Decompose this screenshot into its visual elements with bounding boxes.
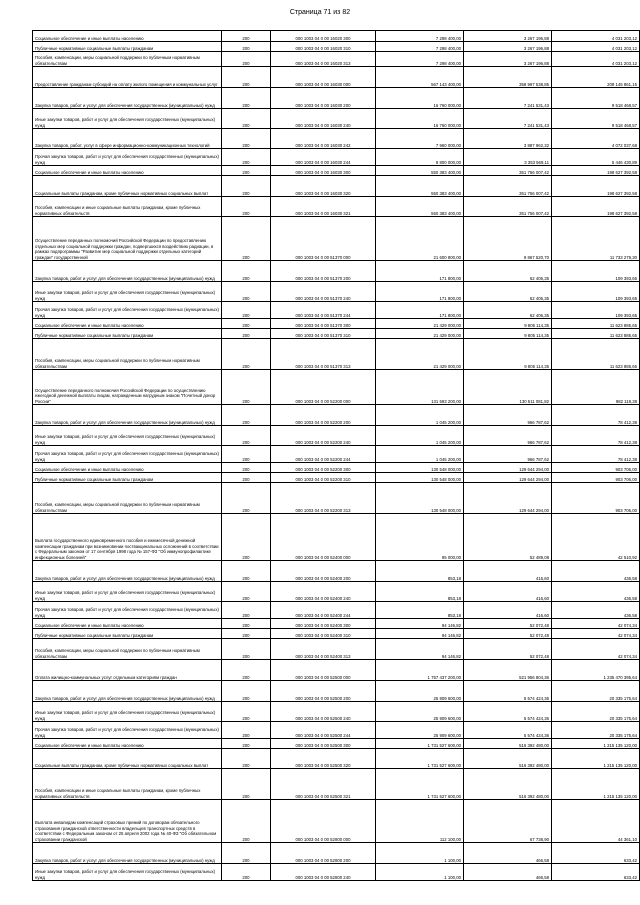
row-kbk-cell: 000 1003 04 0 00 52200 200 bbox=[271, 405, 376, 426]
row-remaining-cell: 9 518 468,57 bbox=[552, 109, 640, 129]
row-planned-cell: 21 429 000,00 bbox=[376, 319, 464, 329]
table-row bbox=[33, 217, 640, 261]
row-remaining-cell: 20 335 175,64 bbox=[552, 681, 640, 702]
row-code-cell: 200 bbox=[222, 339, 271, 370]
row-planned-cell: 94 146,82 bbox=[376, 639, 464, 660]
row-code-cell: 200 bbox=[222, 582, 271, 602]
row-executed-cell: 966 787,62 bbox=[464, 446, 552, 463]
row-executed-cell: 129 644 294,00 bbox=[464, 483, 552, 514]
row-code-cell: 200 bbox=[222, 67, 271, 88]
row-planned-cell: 1 757 437 200,00 bbox=[376, 660, 464, 681]
table-row bbox=[33, 197, 640, 217]
row-code-cell: 200 bbox=[222, 31, 271, 42]
row-executed-cell: 3 353 569,11 bbox=[464, 149, 552, 166]
row-kbk-cell: 000 1003 04 0 00 52400 000 bbox=[271, 514, 376, 561]
row-kbk-cell: 000 1003 04 0 00 16030 240 bbox=[271, 109, 376, 129]
row-name-cell: Социальное обеспечение и иные выплаты населению bbox=[33, 619, 222, 629]
row-code-cell: 200 bbox=[222, 149, 271, 166]
row-code-cell: 200 bbox=[222, 197, 271, 217]
row-remaining-cell: 1 215 135 120,00 bbox=[552, 749, 640, 769]
row-name-cell: Социальное обеспечение и иные выплаты населению bbox=[33, 166, 222, 176]
row-remaining-cell: 1 215 135 120,00 bbox=[552, 769, 640, 800]
row-executed-cell: 52 072,48 bbox=[464, 639, 552, 660]
row-remaining-cell: 78 412,38 bbox=[552, 405, 640, 426]
row-kbk-cell: 000 1003 04 0 00 52200 244 bbox=[271, 446, 376, 463]
row-kbk-cell: 000 1003 04 0 00 16030 320 bbox=[271, 176, 376, 197]
row-code-cell: 200 bbox=[222, 769, 271, 800]
row-planned-cell: 171 800,00 bbox=[376, 302, 464, 319]
row-executed-cell: 3 887 962,32 bbox=[464, 129, 552, 149]
row-planned-cell: 7 298 400,00 bbox=[376, 31, 464, 42]
row-kbk-cell: 000 1003 04 0 00 52400 300 bbox=[271, 619, 376, 629]
row-kbk-cell: 000 1003 04 0 00 52500 240 bbox=[271, 702, 376, 722]
row-code-cell: 200 bbox=[222, 619, 271, 629]
row-executed-cell: 3 267 196,88 bbox=[464, 52, 552, 67]
row-name-cell: Прочая закупка товаров, работ и услуг для обеспечения государственных (муниципальных) нужд bbox=[33, 302, 222, 319]
table-row bbox=[33, 473, 640, 483]
table-row bbox=[33, 749, 640, 769]
row-name-cell: Социальное обеспечение и иные выплаты населению bbox=[33, 739, 222, 749]
row-executed-cell: 516 392 480,00 bbox=[464, 769, 552, 800]
row-remaining-cell: 5 446 430,89 bbox=[552, 149, 640, 166]
row-remaining-cell: 1 235 470 395,64 bbox=[552, 660, 640, 681]
row-remaining-cell: 633,42 bbox=[552, 864, 640, 881]
row-name-cell: Публичные нормативные социальные выплаты гражданам bbox=[33, 329, 222, 339]
row-planned-cell: 16 760 000,00 bbox=[376, 88, 464, 109]
row-kbk-cell: 000 1003 04 0 00 52200 240 bbox=[271, 426, 376, 446]
row-remaining-cell: 11 623 885,65 bbox=[552, 329, 640, 339]
row-remaining-cell: 11 623 885,65 bbox=[552, 339, 640, 370]
row-remaining-cell: 198 627 392,58 bbox=[552, 176, 640, 197]
row-name-cell: Закупка товаров, работ, услуг в сфере информационно-коммуникационных технологий bbox=[33, 129, 222, 149]
row-kbk-cell: 000 1003 04 0 00 52400 240 bbox=[271, 582, 376, 602]
row-code-cell: 200 bbox=[222, 843, 271, 864]
row-remaining-cell: 4 031 203,12 bbox=[552, 31, 640, 42]
row-executed-cell: 966 787,62 bbox=[464, 426, 552, 446]
table-row bbox=[33, 722, 640, 739]
row-remaining-cell: 436,58 bbox=[552, 582, 640, 602]
row-name-cell: Закупка товаров, работ и услуг для обеспечения государственных (муниципальных) нужд bbox=[33, 843, 222, 864]
page-number: Страница 71 из 82 bbox=[289, 9, 351, 16]
row-executed-cell: 351 756 007,42 bbox=[464, 197, 552, 217]
row-executed-cell: 52 072,48 bbox=[464, 619, 552, 629]
row-name-cell: Иные закупки товаров, работ и услуг для обеспечения государственных (муниципальных) нужд bbox=[33, 864, 222, 881]
row-name-cell: Закупка товаров, работ и услуг для обеспечения государственных (муниципальных) нужд bbox=[33, 561, 222, 582]
row-executed-cell: 5 574 424,36 bbox=[464, 722, 552, 739]
row-planned-cell: 853,18 bbox=[376, 561, 464, 582]
row-kbk-cell: 000 1003 04 0 00 52500 320 bbox=[271, 749, 376, 769]
row-name-cell: Социальные выплаты гражданам, кроме публичных нормативных социальных выплат bbox=[33, 749, 222, 769]
row-code-cell: 200 bbox=[222, 561, 271, 582]
row-code-cell: 200 bbox=[222, 319, 271, 329]
row-executed-cell: 9 805 114,35 bbox=[464, 329, 552, 339]
table-row bbox=[33, 702, 640, 722]
row-executed-cell: 516 392 480,00 bbox=[464, 749, 552, 769]
row-name-cell: Публичные нормативные социальные выплаты гражданам bbox=[33, 629, 222, 639]
row-remaining-cell: 4 031 203,12 bbox=[552, 42, 640, 52]
row-kbk-cell: 000 1003 04 0 00 52400 310 bbox=[271, 629, 376, 639]
row-planned-cell: 130 548 000,00 bbox=[376, 473, 464, 483]
row-planned-cell: 1 100,00 bbox=[376, 864, 464, 881]
row-planned-cell: 1 100,00 bbox=[376, 843, 464, 864]
row-planned-cell: 171 800,00 bbox=[376, 261, 464, 282]
row-name-cell: Пособия, компенсации, меры социальной поддержки по публичным нормативным обязательствам bbox=[33, 483, 222, 514]
row-name-cell: Иные закупки товаров, работ и услуг для обеспечения государственных (муниципальных) нужд bbox=[33, 282, 222, 302]
table-row bbox=[33, 483, 640, 514]
row-executed-cell: 516 392 480,00 bbox=[464, 739, 552, 749]
row-remaining-cell: 436,58 bbox=[552, 602, 640, 619]
row-executed-cell: 9 867 520,70 bbox=[464, 217, 552, 261]
row-executed-cell: 351 756 007,42 bbox=[464, 166, 552, 176]
row-executed-cell: 62 406,35 bbox=[464, 302, 552, 319]
row-kbk-cell: 000 1003 04 0 00 52500 300 bbox=[271, 739, 376, 749]
row-planned-cell: 1 731 527 600,00 bbox=[376, 769, 464, 800]
row-name-cell: Пособия, компенсации, меры социальной поддержки по публичным нормативным обязательствам bbox=[33, 339, 222, 370]
table-row bbox=[33, 619, 640, 629]
row-executed-cell: 52 489,08 bbox=[464, 514, 552, 561]
row-kbk-cell: 000 1003 04 0 00 16030 300 bbox=[271, 166, 376, 176]
row-remaining-cell: 42 074,34 bbox=[552, 619, 640, 629]
row-kbk-cell: 000 1003 04 0 00 52500 244 bbox=[271, 722, 376, 739]
table-row bbox=[33, 426, 640, 446]
table-row bbox=[33, 769, 640, 800]
row-kbk-cell: 000 1003 04 0 00 16030 000 bbox=[271, 67, 376, 88]
row-code-cell: 200 bbox=[222, 176, 271, 197]
row-planned-cell: 171 800,00 bbox=[376, 282, 464, 302]
row-executed-cell: 416,60 bbox=[464, 582, 552, 602]
row-code-cell: 200 bbox=[222, 129, 271, 149]
row-code-cell: 200 bbox=[222, 261, 271, 282]
row-code-cell: 200 bbox=[222, 405, 271, 426]
row-code-cell: 200 bbox=[222, 217, 271, 261]
row-code-cell: 200 bbox=[222, 483, 271, 514]
row-name-cell: Выплата инвалидам компенсаций страховых премий по договорам обязательного страхования гражданской ответственности владельцев транспортных средств в соответствии с Федеральным законом от 25 апреля 2002 года № 40-ФЗ "Об обязательном страховании гражданской bbox=[33, 800, 222, 843]
row-code-cell: 200 bbox=[222, 749, 271, 769]
row-code-cell: 200 bbox=[222, 800, 271, 843]
row-remaining-cell: 1 215 135 120,00 bbox=[552, 739, 640, 749]
row-executed-cell: 129 644 294,00 bbox=[464, 473, 552, 483]
row-kbk-cell: 000 1003 04 0 00 16020 313 bbox=[271, 52, 376, 67]
row-planned-cell: 131 593 200,00 bbox=[376, 370, 464, 405]
row-executed-cell: 62 406,35 bbox=[464, 261, 552, 282]
row-kbk-cell: 000 1003 04 0 00 16030 200 bbox=[271, 88, 376, 109]
row-code-cell: 200 bbox=[222, 88, 271, 109]
row-remaining-cell: 982 118,38 bbox=[552, 370, 640, 405]
row-name-cell: Социальные выплаты гражданам, кроме публичных нормативных социальных выплат bbox=[33, 176, 222, 197]
row-kbk-cell: 000 1003 04 0 00 51370 200 bbox=[271, 261, 376, 282]
table-row bbox=[33, 302, 640, 319]
table-row bbox=[33, 149, 640, 166]
row-planned-cell: 112 100,00 bbox=[376, 800, 464, 843]
row-executed-cell: 358 997 538,85 bbox=[464, 67, 552, 88]
row-name-cell: Закупка товаров, работ и услуг для обеспечения государственных (муниципальных) нужд bbox=[33, 261, 222, 282]
row-kbk-cell: 000 1003 04 0 00 52200 000 bbox=[271, 370, 376, 405]
table-row bbox=[33, 660, 640, 681]
row-name-cell: Закупка товаров, работ и услуг для обеспечения государственных (муниципальных) нужд bbox=[33, 681, 222, 702]
row-name-cell: Осуществление переданных полномочий Российской Федерации по предоставлению отдельных мер социальной поддержки граждан, подвергшихся воздействию радиации, в рамках подпрограммы "Развитие мер социальной поддержки отдельных категорий граждан" государственной bbox=[33, 217, 222, 261]
row-remaining-cell: 11 733 279,30 bbox=[552, 217, 640, 261]
row-remaining-cell: 4 072 037,68 bbox=[552, 129, 640, 149]
row-code-cell: 200 bbox=[222, 42, 271, 52]
row-name-cell: Прочая закупка товаров, работ и услуг для обеспечения государственных (муниципальных) нужд bbox=[33, 149, 222, 166]
row-remaining-cell: 20 335 175,64 bbox=[552, 702, 640, 722]
row-planned-cell: 853,18 bbox=[376, 602, 464, 619]
table-row bbox=[33, 166, 640, 176]
row-kbk-cell: 000 1003 04 0 00 51370 240 bbox=[271, 282, 376, 302]
table-row bbox=[33, 319, 640, 329]
row-code-cell: 200 bbox=[222, 639, 271, 660]
row-name-cell: Пособия, компенсации и иные социальные выплаты гражданам, кроме публичных нормативных обязательств bbox=[33, 769, 222, 800]
row-planned-cell: 7 298 400,00 bbox=[376, 52, 464, 67]
row-remaining-cell: 198 627 392,58 bbox=[552, 166, 640, 176]
row-code-cell: 200 bbox=[222, 282, 271, 302]
table-row bbox=[33, 370, 640, 405]
row-code-cell: 200 bbox=[222, 426, 271, 446]
row-planned-cell: 567 143 400,00 bbox=[376, 67, 464, 88]
row-remaining-cell: 20 335 175,64 bbox=[552, 722, 640, 739]
row-kbk-cell: 000 1003 04 0 00 52500 321 bbox=[271, 769, 376, 800]
row-name-cell: Предоставление гражданам субсидий на оплату жилого помещения и коммунальных услуг bbox=[33, 67, 222, 88]
row-executed-cell: 3 267 196,88 bbox=[464, 42, 552, 52]
table-body bbox=[33, 31, 640, 881]
row-remaining-cell: 44 361,10 bbox=[552, 800, 640, 843]
row-executed-cell: 62 406,35 bbox=[464, 282, 552, 302]
row-planned-cell: 7 960 000,00 bbox=[376, 129, 464, 149]
row-planned-cell: 94 146,82 bbox=[376, 619, 464, 629]
row-code-cell: 200 bbox=[222, 302, 271, 319]
row-code-cell: 200 bbox=[222, 370, 271, 405]
row-code-cell: 200 bbox=[222, 473, 271, 483]
row-remaining-cell: 78 412,38 bbox=[552, 426, 640, 446]
row-name-cell: Иные закупки товаров, работ и услуг для обеспечения государственных (муниципальных) нужд bbox=[33, 426, 222, 446]
row-kbk-cell: 000 1003 04 0 00 52800 200 bbox=[271, 843, 376, 864]
row-kbk-cell: 000 1003 04 0 00 52800 240 bbox=[271, 864, 376, 881]
row-kbk-cell: 000 1003 04 0 00 51370 244 bbox=[271, 302, 376, 319]
table-row bbox=[33, 639, 640, 660]
row-remaining-cell: 11 623 885,65 bbox=[552, 319, 640, 329]
table-row bbox=[33, 129, 640, 149]
row-executed-cell: 466,58 bbox=[464, 864, 552, 881]
table-row bbox=[33, 67, 640, 88]
table-row bbox=[33, 31, 640, 42]
row-kbk-cell: 000 1003 04 0 00 52400 200 bbox=[271, 561, 376, 582]
table-row bbox=[33, 739, 640, 749]
row-executed-cell: 129 644 294,00 bbox=[464, 463, 552, 473]
row-code-cell: 200 bbox=[222, 52, 271, 67]
row-executed-cell: 9 805 114,35 bbox=[464, 339, 552, 370]
row-executed-cell: 130 511 081,82 bbox=[464, 370, 552, 405]
row-name-cell: Иные закупки товаров, работ и услуг для обеспечения государственных (муниципальных) нужд bbox=[33, 109, 222, 129]
budget-execution-table bbox=[32, 30, 640, 881]
row-executed-cell: 351 756 007,42 bbox=[464, 176, 552, 197]
row-name-cell: Социальное обеспечение и иные выплаты населению bbox=[33, 31, 222, 42]
row-name-cell: Социальное обеспечение и иные выплаты населению bbox=[33, 319, 222, 329]
row-name-cell: Осуществление переданного полномочия Российской Федерации по осуществлению ежегодной денежной выплаты лицам, награжденным нагрудным знаком "Почетный донор России" bbox=[33, 370, 222, 405]
table-row bbox=[33, 261, 640, 282]
row-planned-cell: 16 760 000,00 bbox=[376, 109, 464, 129]
row-kbk-cell: 000 1003 04 0 00 16030 244 bbox=[271, 149, 376, 166]
row-remaining-cell: 903 706,00 bbox=[552, 483, 640, 514]
row-kbk-cell: 000 1003 04 0 00 51370 310 bbox=[271, 329, 376, 339]
row-executed-cell: 9 805 114,35 bbox=[464, 319, 552, 329]
row-planned-cell: 25 909 600,00 bbox=[376, 702, 464, 722]
row-code-cell: 200 bbox=[222, 446, 271, 463]
row-planned-cell: 1 731 527 600,00 bbox=[376, 739, 464, 749]
row-kbk-cell: 000 1003 04 0 00 51370 300 bbox=[271, 319, 376, 329]
row-executed-cell: 966 787,62 bbox=[464, 405, 552, 426]
row-remaining-cell: 436,58 bbox=[552, 561, 640, 582]
row-planned-cell: 25 909 600,00 bbox=[376, 681, 464, 702]
row-executed-cell: 5 574 424,36 bbox=[464, 702, 552, 722]
row-kbk-cell: 000 1003 04 0 00 52400 244 bbox=[271, 602, 376, 619]
row-executed-cell: 416,60 bbox=[464, 561, 552, 582]
row-remaining-cell: 4 031 203,12 bbox=[552, 52, 640, 67]
table-row bbox=[33, 42, 640, 52]
table-row bbox=[33, 681, 640, 702]
row-kbk-cell: 000 1003 04 0 00 16020 310 bbox=[271, 42, 376, 52]
row-name-cell: Социальное обеспечение и иные выплаты населению bbox=[33, 463, 222, 473]
row-name-cell: Выплата государственного единовременного пособия и ежемесячной денежной компенсации гражданам при возникновении поствакцинальных осложнений в соответствии с Федеральным законом от 17 сентября 1998 года № 157-ФЗ "Об иммунопрофилактике инфекционных болезней" bbox=[33, 514, 222, 561]
row-code-cell: 200 bbox=[222, 864, 271, 881]
row-planned-cell: 21 429 000,00 bbox=[376, 329, 464, 339]
row-kbk-cell: 000 1003 04 0 00 52200 310 bbox=[271, 473, 376, 483]
row-kbk-cell: 000 1003 04 0 00 52400 313 bbox=[271, 639, 376, 660]
row-executed-cell: 5 574 424,36 bbox=[464, 681, 552, 702]
row-kbk-cell: 000 1003 04 0 00 16030 242 bbox=[271, 129, 376, 149]
table-row bbox=[33, 843, 640, 864]
row-planned-cell: 550 383 400,00 bbox=[376, 176, 464, 197]
row-kbk-cell: 000 1003 04 0 00 52500 000 bbox=[271, 660, 376, 681]
row-planned-cell: 550 383 400,00 bbox=[376, 197, 464, 217]
row-remaining-cell: 633,42 bbox=[552, 843, 640, 864]
table-row bbox=[33, 88, 640, 109]
row-planned-cell: 8 800 000,00 bbox=[376, 149, 464, 166]
row-remaining-cell: 198 627 392,58 bbox=[552, 197, 640, 217]
row-name-cell: Публичные нормативные социальные выплаты гражданам bbox=[33, 473, 222, 483]
row-kbk-cell: 000 1003 04 0 00 16030 321 bbox=[271, 197, 376, 217]
row-remaining-cell: 78 412,38 bbox=[552, 446, 640, 463]
table-row bbox=[33, 800, 640, 843]
row-planned-cell: 1 731 527 600,00 bbox=[376, 749, 464, 769]
row-planned-cell: 25 909 600,00 bbox=[376, 722, 464, 739]
row-code-cell: 200 bbox=[222, 329, 271, 339]
row-code-cell: 200 bbox=[222, 463, 271, 473]
row-name-cell: Оплата жилищно-коммунальных услуг отдельным категориям граждан bbox=[33, 660, 222, 681]
row-planned-cell: 1 045 200,00 bbox=[376, 426, 464, 446]
row-remaining-cell: 903 706,00 bbox=[552, 463, 640, 473]
row-executed-cell: 7 241 531,43 bbox=[464, 109, 552, 129]
row-planned-cell: 1 045 200,00 bbox=[376, 405, 464, 426]
table-row bbox=[33, 463, 640, 473]
row-code-cell: 200 bbox=[222, 722, 271, 739]
row-remaining-cell: 109 393,65 bbox=[552, 282, 640, 302]
table-row bbox=[33, 329, 640, 339]
row-name-cell: Иные закупки товаров, работ и услуг для обеспечения государственных (муниципальных) нужд bbox=[33, 702, 222, 722]
row-code-cell: 200 bbox=[222, 660, 271, 681]
row-name-cell: Закупка товаров, работ и услуг для обеспечения государственных (муниципальных) нужд bbox=[33, 405, 222, 426]
table-row bbox=[33, 109, 640, 129]
row-name-cell: Закупка товаров, работ и услуг для обеспечения государственных (муниципальных) нужд bbox=[33, 88, 222, 109]
row-name-cell: Пособия, компенсации и иные социальные выплаты гражданам, кроме публичных нормативных обязательств bbox=[33, 197, 222, 217]
table-row bbox=[33, 405, 640, 426]
row-name-cell: Публичные нормативные социальные выплаты гражданам bbox=[33, 42, 222, 52]
row-name-cell: Пособия, компенсации, меры социальной поддержки по публичным нормативным обязательствам bbox=[33, 52, 222, 67]
row-remaining-cell: 42 074,34 bbox=[552, 629, 640, 639]
row-planned-cell: 94 146,82 bbox=[376, 629, 464, 639]
row-code-cell: 200 bbox=[222, 629, 271, 639]
row-planned-cell: 21 600 800,00 bbox=[376, 217, 464, 261]
table-row bbox=[33, 282, 640, 302]
row-executed-cell: 7 241 531,43 bbox=[464, 88, 552, 109]
row-planned-cell: 853,18 bbox=[376, 582, 464, 602]
row-kbk-cell: 000 1003 04 0 00 52200 313 bbox=[271, 483, 376, 514]
row-kbk-cell: 000 1003 04 0 00 51370 313 bbox=[271, 339, 376, 370]
row-code-cell: 200 bbox=[222, 702, 271, 722]
row-code-cell: 200 bbox=[222, 514, 271, 561]
row-planned-cell: 130 548 000,00 bbox=[376, 463, 464, 473]
row-planned-cell: 130 548 000,00 bbox=[376, 483, 464, 514]
row-kbk-cell: 000 1003 04 0 00 16020 300 bbox=[271, 31, 376, 42]
row-planned-cell: 1 045 200,00 bbox=[376, 446, 464, 463]
row-planned-cell: 95 000,00 bbox=[376, 514, 464, 561]
table-row bbox=[33, 582, 640, 602]
table-row bbox=[33, 446, 640, 463]
row-name-cell: Прочая закупка товаров, работ и услуг для обеспечения государственных (муниципальных) нужд bbox=[33, 602, 222, 619]
row-remaining-cell: 42 074,34 bbox=[552, 639, 640, 660]
table-row bbox=[33, 629, 640, 639]
row-kbk-cell: 000 1003 04 0 00 52800 000 bbox=[271, 800, 376, 843]
row-code-cell: 200 bbox=[222, 109, 271, 129]
row-remaining-cell: 109 393,65 bbox=[552, 261, 640, 282]
row-kbk-cell: 000 1003 04 0 00 51370 000 bbox=[271, 217, 376, 261]
table-row bbox=[33, 864, 640, 881]
row-planned-cell: 21 429 000,00 bbox=[376, 339, 464, 370]
table-row bbox=[33, 339, 640, 370]
row-code-cell: 200 bbox=[222, 739, 271, 749]
row-code-cell: 200 bbox=[222, 602, 271, 619]
row-kbk-cell: 000 1003 04 0 00 52500 200 bbox=[271, 681, 376, 702]
table-row bbox=[33, 602, 640, 619]
row-code-cell: 200 bbox=[222, 681, 271, 702]
row-planned-cell: 550 383 400,00 bbox=[376, 166, 464, 176]
row-remaining-cell: 109 393,65 bbox=[552, 302, 640, 319]
table-row bbox=[33, 514, 640, 561]
table-row bbox=[33, 561, 640, 582]
row-name-cell: Прочая закупка товаров, работ и услуг для обеспечения государственных (муниципальных) нужд bbox=[33, 446, 222, 463]
row-planned-cell: 7 298 400,00 bbox=[376, 42, 464, 52]
table-row bbox=[33, 176, 640, 197]
row-executed-cell: 67 738,90 bbox=[464, 800, 552, 843]
row-executed-cell: 3 267 196,88 bbox=[464, 31, 552, 42]
row-executed-cell: 52 072,48 bbox=[464, 629, 552, 639]
row-kbk-cell: 000 1003 04 0 00 52200 300 bbox=[271, 463, 376, 473]
row-executed-cell: 521 956 804,36 bbox=[464, 660, 552, 681]
row-name-cell: Прочая закупка товаров, работ и услуг для обеспечения государственных (муниципальных) нужд bbox=[33, 722, 222, 739]
row-executed-cell: 416,60 bbox=[464, 602, 552, 619]
row-remaining-cell: 208 145 861,15 bbox=[552, 67, 640, 88]
row-remaining-cell: 903 706,00 bbox=[552, 473, 640, 483]
row-remaining-cell: 42 510,92 bbox=[552, 514, 640, 561]
table-row bbox=[33, 52, 640, 67]
row-name-cell: Иные закупки товаров, работ и услуг для обеспечения государственных (муниципальных) нужд bbox=[33, 582, 222, 602]
row-remaining-cell: 9 518 468,57 bbox=[552, 88, 640, 109]
row-code-cell: 200 bbox=[222, 166, 271, 176]
row-name-cell: Пособия, компенсации, меры социальной поддержки по публичным нормативным обязательствам bbox=[33, 639, 222, 660]
row-executed-cell: 466,58 bbox=[464, 843, 552, 864]
